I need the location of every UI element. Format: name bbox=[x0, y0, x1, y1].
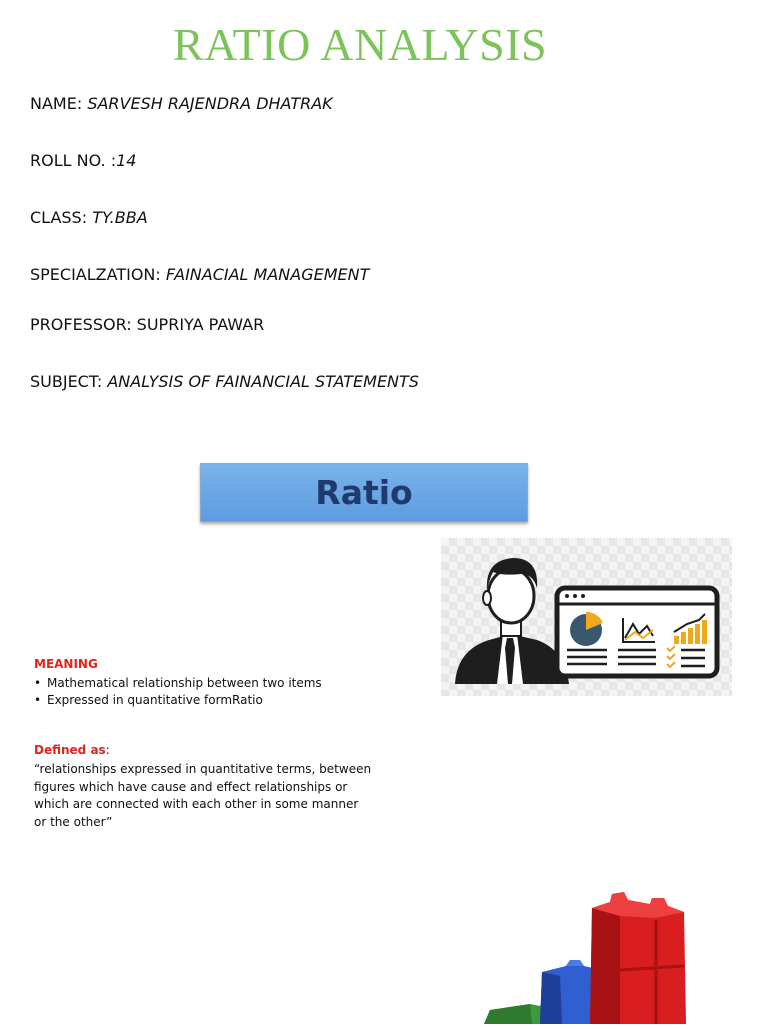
name-value: SARVESH RAJENDRA DHATRAK bbox=[87, 94, 333, 113]
puzzle-blocks-icon bbox=[470, 880, 730, 1024]
specialization-row bbox=[30, 265, 369, 284]
professor-row bbox=[30, 315, 264, 334]
ratio-banner bbox=[200, 463, 528, 522]
professor-label: PROFESSOR: SUPRIYA PAWAR bbox=[30, 315, 265, 334]
list-item: • Expressed in quantitative formRatio bbox=[34, 693, 263, 707]
meaning-list bbox=[34, 675, 322, 709]
specialization-value: FAINACIAL MANAGEMENT bbox=[165, 265, 370, 284]
name-label: NAME: bbox=[30, 94, 88, 113]
defined-colon: : bbox=[105, 743, 110, 757]
businessman-dashboard-illustration bbox=[441, 538, 732, 696]
ratio-banner-label: Ratio bbox=[315, 473, 413, 512]
businessman-icon bbox=[455, 558, 569, 684]
subject-value: ANALYSIS OF FAINANCIAL STATEMENTS bbox=[107, 372, 419, 391]
page-title: RATIO ANALYSIS bbox=[172, 19, 548, 70]
subject-row bbox=[30, 372, 419, 391]
defined-label: Defined as bbox=[34, 743, 106, 757]
definition-quote: “relationships expressed in quantitative terms, between figures which have cause and effect relationships or which are connected with each other in some manner or the other” bbox=[34, 762, 372, 829]
roll-no-value: 14 bbox=[116, 151, 137, 170]
specialization-label: SPECIALZATION: bbox=[30, 265, 166, 284]
class-row bbox=[30, 208, 148, 227]
name-row bbox=[30, 94, 333, 113]
defined-heading bbox=[34, 743, 110, 757]
list-item: • Mathematical relationship between two items bbox=[34, 676, 322, 690]
roll-no-label: ROLL NO. : bbox=[30, 151, 117, 170]
subject-label: SUBJECT: bbox=[30, 372, 108, 391]
roll-no-row bbox=[30, 151, 136, 170]
dashboard-icon bbox=[557, 588, 717, 676]
class-value: TY.BBA bbox=[92, 208, 148, 227]
meaning-heading: MEANING bbox=[34, 657, 98, 671]
class-label: CLASS: bbox=[30, 208, 93, 227]
